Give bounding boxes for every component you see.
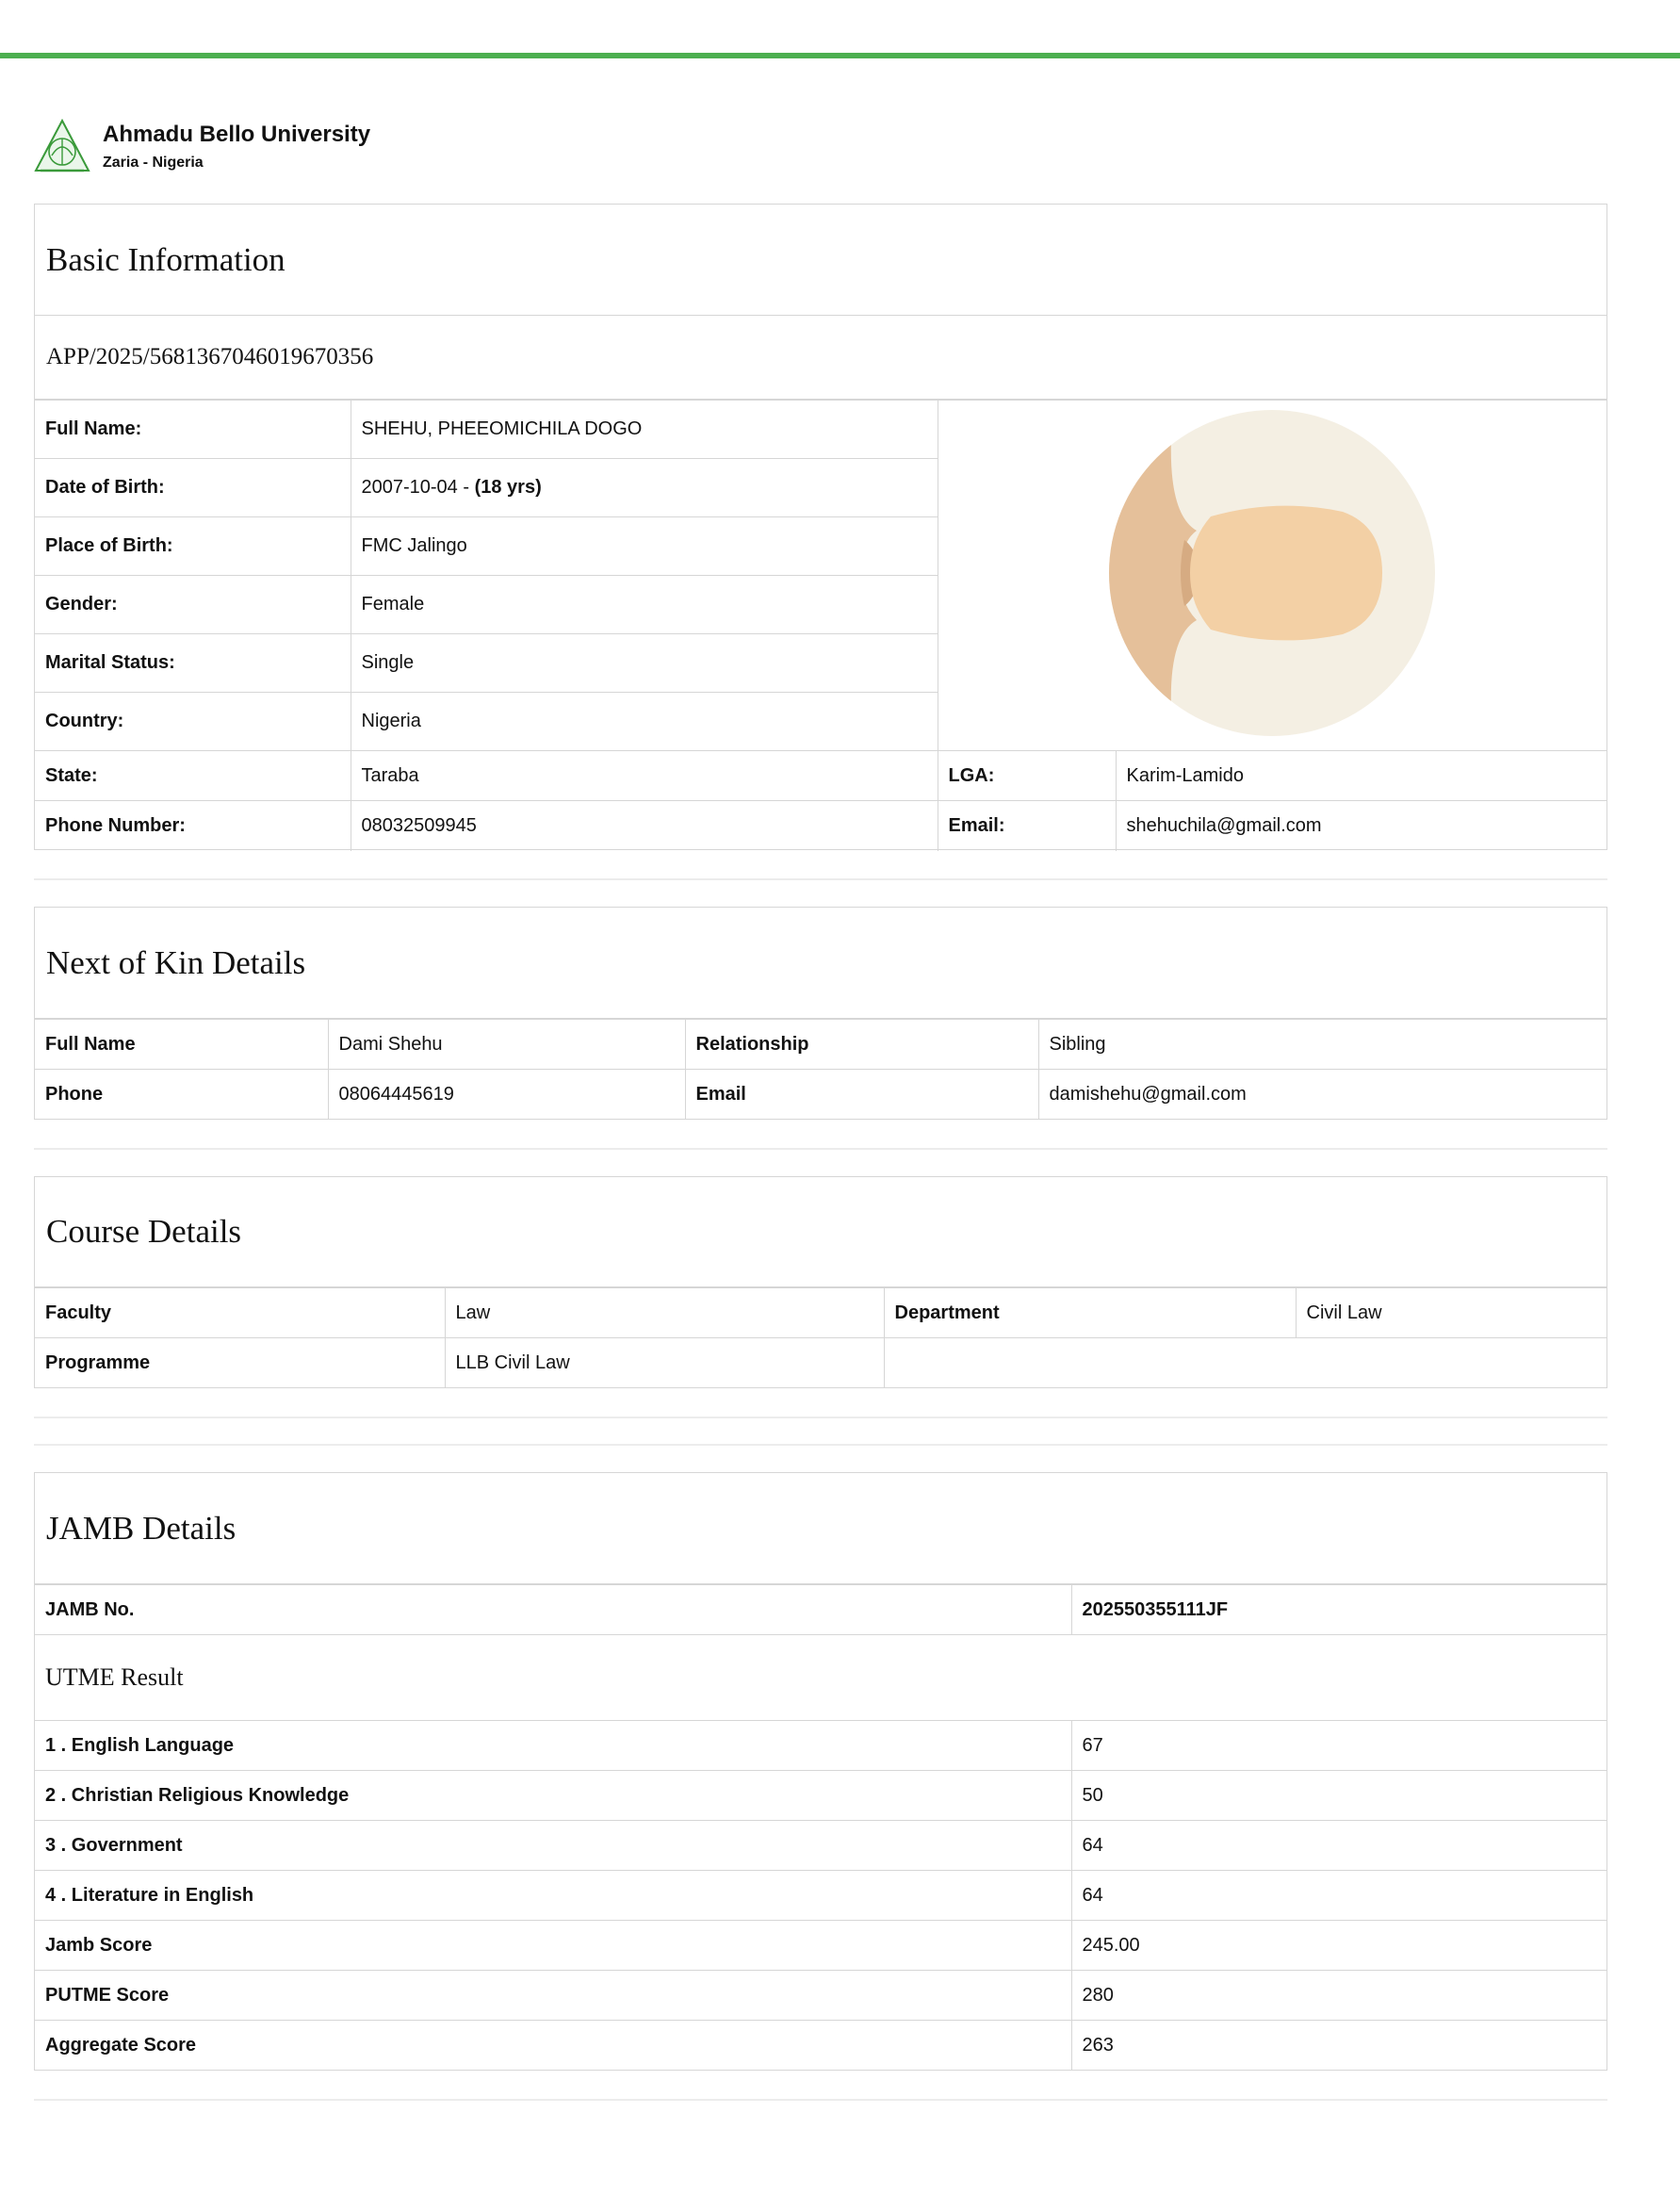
kin-relationship-value: Sibling bbox=[1038, 1020, 1607, 1070]
jamb-no-label: JAMB No. bbox=[35, 1585, 1071, 1635]
department-value: Civil Law bbox=[1296, 1288, 1607, 1338]
kin-relationship-label: Relationship bbox=[685, 1020, 1038, 1070]
state-label: State: bbox=[35, 751, 351, 801]
putme-score-value: 280 bbox=[1071, 1971, 1607, 2021]
empty-cell bbox=[884, 1338, 1607, 1388]
pob-value: FMC Jalingo bbox=[351, 517, 938, 576]
application-number: APP/2025/5681367046019670356 bbox=[35, 316, 1607, 400]
next-of-kin-table bbox=[35, 1019, 1607, 1120]
dob-value bbox=[351, 459, 938, 517]
putme-score-label: PUTME Score bbox=[35, 1971, 1071, 2021]
programme-value: LLB Civil Law bbox=[445, 1338, 884, 1388]
basic-information-title: Basic Information bbox=[35, 205, 1607, 316]
utme-result-title: UTME Result bbox=[35, 1635, 1607, 1721]
gender-value: Female bbox=[351, 576, 938, 634]
kin-email-value: damishehu@gmail.com bbox=[1038, 1070, 1607, 1120]
country-value: Nigeria bbox=[351, 693, 938, 751]
aggregate-score-label: Aggregate Score bbox=[35, 2021, 1071, 2071]
next-of-kin-title: Next of Kin Details bbox=[35, 908, 1607, 1019]
subject-score: 50 bbox=[1071, 1771, 1607, 1821]
department-label: Department bbox=[884, 1288, 1296, 1338]
section-divider bbox=[34, 1417, 1607, 1418]
jamb-details-title: JAMB Details bbox=[35, 1473, 1607, 1584]
kin-full-name-value: Dami Shehu bbox=[328, 1020, 685, 1070]
kin-phone-value: 08064445619 bbox=[328, 1070, 685, 1120]
course-details-title: Course Details bbox=[35, 1177, 1607, 1287]
subject-name: 2 . Christian Religious Knowledge bbox=[35, 1771, 1071, 1821]
aggregate-score-value: 263 bbox=[1071, 2021, 1607, 2071]
dob-date: 2007-10-04 - bbox=[361, 477, 475, 498]
section-divider bbox=[34, 1444, 1607, 1446]
subject-score: 64 bbox=[1071, 1821, 1607, 1871]
kin-email-label: Email bbox=[685, 1070, 1038, 1120]
full-name-value: SHEHU, PHEEOMICHILA DOGO bbox=[351, 401, 938, 459]
kin-full-name-label: Full Name bbox=[35, 1020, 328, 1070]
section-divider bbox=[34, 2099, 1607, 2101]
subject-name: 1 . English Language bbox=[35, 1721, 1071, 1771]
programme-label: Programme bbox=[35, 1338, 445, 1388]
marital-status-value: Single bbox=[351, 634, 938, 693]
basic-information-panel bbox=[34, 204, 1607, 850]
jamb-score-value: 245.00 bbox=[1071, 1921, 1607, 1971]
pob-label: Place of Birth: bbox=[35, 517, 351, 576]
subject-name: 3 . Government bbox=[35, 1821, 1071, 1871]
jamb-details-table bbox=[35, 1584, 1607, 2071]
kin-phone-label: Phone bbox=[35, 1070, 328, 1120]
top-accent-bar bbox=[0, 53, 1680, 58]
course-details-table bbox=[35, 1287, 1607, 1388]
lga-label: LGA: bbox=[938, 751, 1116, 801]
dob-label: Date of Birth: bbox=[35, 459, 351, 517]
subject-score: 64 bbox=[1071, 1871, 1607, 1921]
university-logo-icon bbox=[33, 118, 91, 176]
university-name: Ahmadu Bello University bbox=[103, 122, 371, 147]
age-value: (18 yrs) bbox=[474, 477, 542, 498]
jamb-no-value: 202550355111JF bbox=[1071, 1585, 1607, 1635]
university-location: Zaria - Nigeria bbox=[103, 155, 204, 171]
phone-label: Phone Number: bbox=[35, 801, 351, 851]
state-value: Taraba bbox=[351, 751, 938, 801]
next-of-kin-panel bbox=[34, 907, 1607, 1120]
section-divider bbox=[34, 1148, 1607, 1150]
jamb-score-label: Jamb Score bbox=[35, 1921, 1071, 1971]
basic-information-table bbox=[35, 400, 1607, 851]
photo-cell bbox=[938, 401, 1607, 751]
full-name-label: Full Name: bbox=[35, 401, 351, 459]
faculty-value: Law bbox=[445, 1288, 884, 1338]
faculty-label: Faculty bbox=[35, 1288, 445, 1338]
phone-value: 08032509945 bbox=[351, 801, 938, 851]
applicant-photo bbox=[1107, 408, 1437, 738]
email-value: shehuchila@gmail.com bbox=[1116, 801, 1607, 851]
subject-score: 67 bbox=[1071, 1721, 1607, 1771]
marital-status-label: Marital Status: bbox=[35, 634, 351, 693]
gender-label: Gender: bbox=[35, 576, 351, 634]
lga-value: Karim-Lamido bbox=[1116, 751, 1607, 801]
course-details-panel bbox=[34, 1176, 1607, 1388]
section-divider bbox=[34, 878, 1607, 880]
page-header bbox=[33, 117, 370, 177]
email-label: Email: bbox=[938, 801, 1116, 851]
subject-name: 4 . Literature in English bbox=[35, 1871, 1071, 1921]
country-label: Country: bbox=[35, 693, 351, 751]
jamb-details-panel bbox=[34, 1472, 1607, 2071]
